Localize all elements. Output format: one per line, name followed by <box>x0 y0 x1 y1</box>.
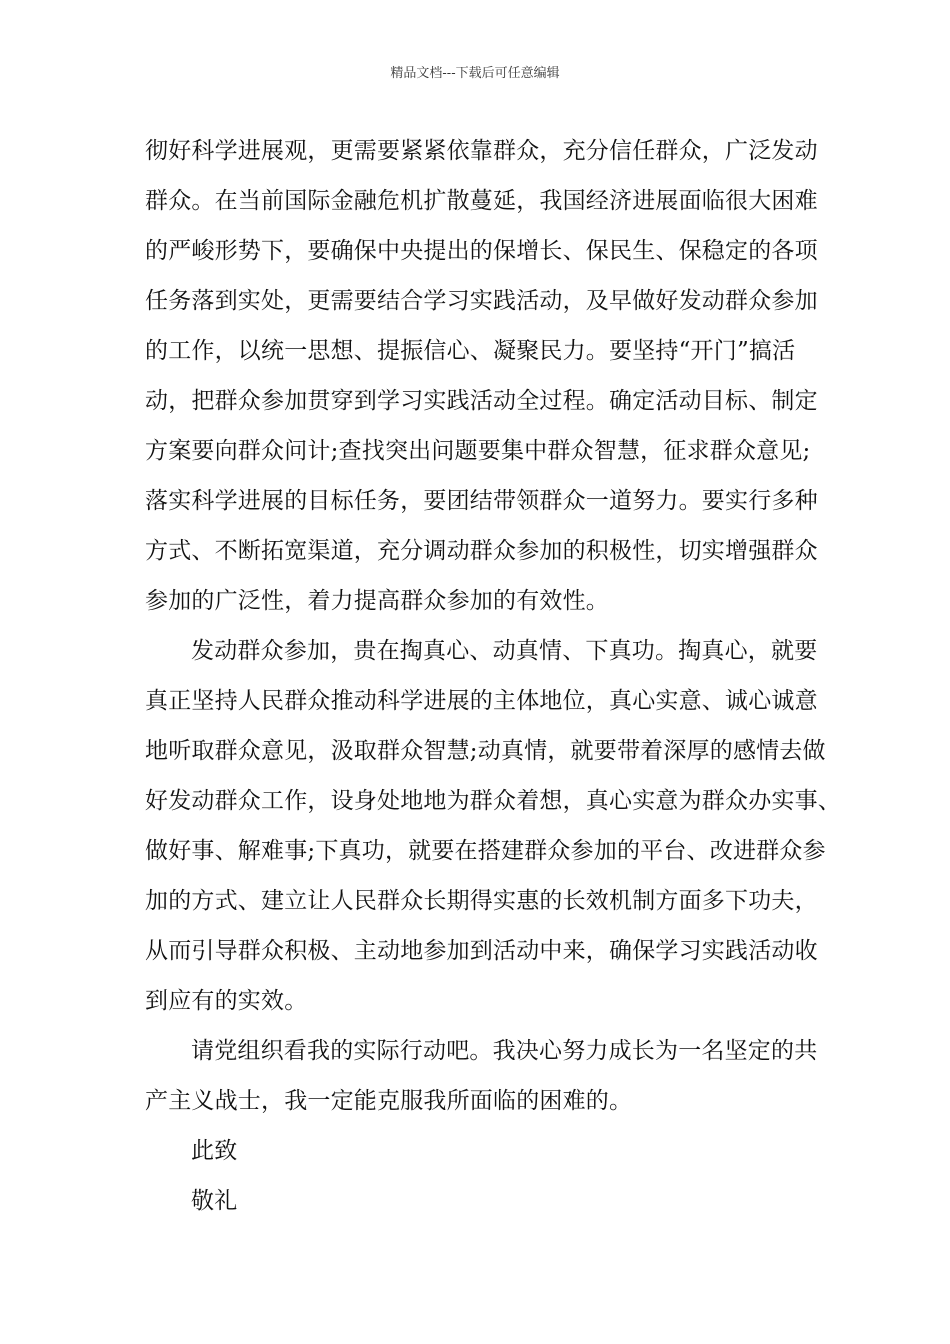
closing-line: 此致 <box>191 1138 238 1164</box>
document-body <box>145 126 841 1226</box>
text-line: 群众。在当前国际金融危机扩散蔓延，我国经济进展面临很大困难 <box>145 188 818 214</box>
text-line: 好发动群众工作，设身处地地为群众着想，真心实意为群众办实事、 <box>145 788 841 814</box>
text-line: 产主义战士，我一定能克服我所面临的困难的。 <box>145 1088 633 1114</box>
text-line: 到应有的实效。 <box>145 988 308 1014</box>
text-line: 方式、不断拓宽渠道，充分调动群众参加的积极性，切实增强群众 <box>145 538 818 564</box>
text-line: 从而引导群众积极、主动地参加到活动中来，确保学习实践活动收 <box>145 938 818 964</box>
paragraph-start-line: 请党组织看我的实际行动吧。我决心努力成长为一名坚定的共 <box>191 1038 818 1064</box>
text-line: 做好事、解难事;下真功，就要在搭建群众参加的平台、改进群众参 <box>145 838 826 864</box>
text-line: 加的方式、建立让人民群众长期得实惠的长效机制方面多下功夫， <box>145 888 818 914</box>
page-header: 精品文档---下载后可任意编辑 <box>390 66 560 81</box>
salutation-line: 敬礼 <box>191 1188 238 1214</box>
text-line: 落实科学进展的目标任务，要团结带领群众一道努力。要实行多种 <box>145 488 818 514</box>
text-line: 方案要向群众问计;查找突出问题要集中群众智慧，征求群众意见; <box>145 438 811 464</box>
text-line: 任务落到实处，更需要结合学习实践活动，及早做好发动群众参加 <box>145 288 818 314</box>
paragraph-start-line: 发动群众参加，贵在掏真心、动真情、下真功。掏真心，就要 <box>191 638 818 664</box>
text-line: 地听取群众意见，汲取群众智慧;动真情，就要带着深厚的感情去做 <box>145 738 826 764</box>
text-line: 彻好科学进展观，更需要紧紧依靠群众，充分信任群众，广泛发动 <box>145 138 818 164</box>
text-line: 的严峻形势下，要确保中央提出的保增长、保民生、保稳定的各项 <box>145 238 818 264</box>
text-line: 动，把群众参加贯穿到学习实践活动全过程。确定活动目标、制定 <box>145 388 818 414</box>
text-line: 真正坚持人民群众推动科学进展的主体地位，真心实意、诚心诚意 <box>145 688 818 714</box>
text-line: 的工作，以统一思想、提振信心、凝聚民力。要坚持“开门”搞活 <box>145 338 796 364</box>
text-line: 参加的广泛性，着力提高群众参加的有效性。 <box>145 588 609 614</box>
